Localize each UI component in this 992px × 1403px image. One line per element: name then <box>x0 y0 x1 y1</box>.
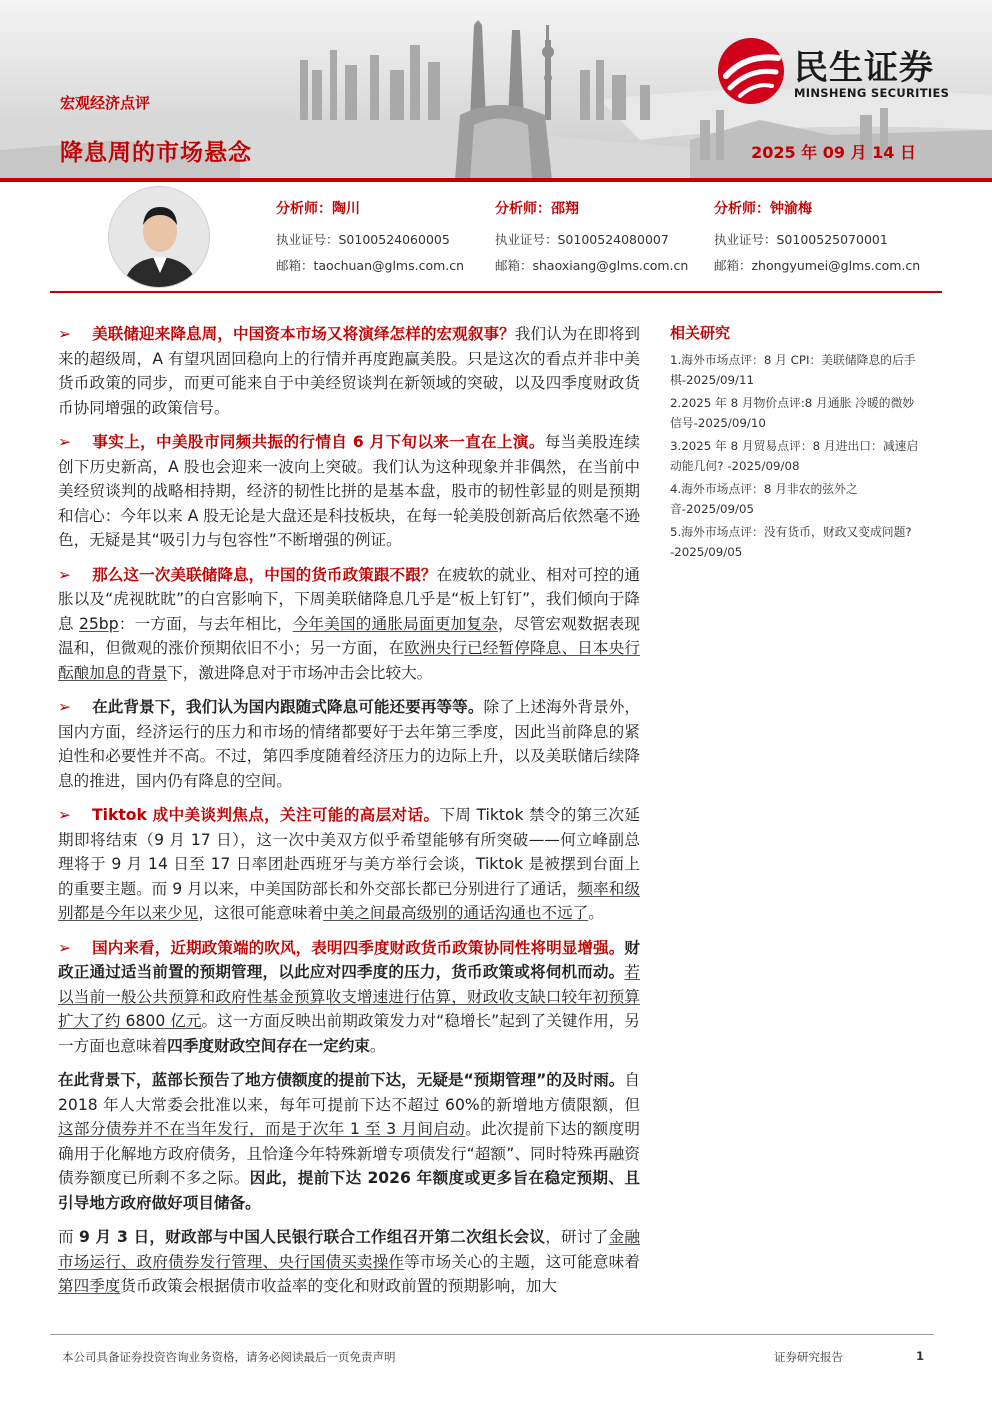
paragraph-text: 等市场关心的主题，这可能意味着 <box>404 1252 640 1271</box>
paragraph-heading: 国内来看，近期政策端的吹风，表明四季度财政货币政策协同性将明显增强。 <box>92 938 625 957</box>
paragraph-3 <box>58 563 640 686</box>
paragraph-7 <box>58 1068 640 1215</box>
related-research-item[interactable]: 2.2025 年 8 月物价点评:8 月通胀 冷暖的微妙信号-2025/09/10 <box>670 396 915 430</box>
paragraph-text: ，研讨了 <box>545 1228 609 1246</box>
paragraph-text: 。此次提前下达的额度明确用于化解地方政府债务，且恰逢今年特殊新增专项债发行“超额”、同时特殊再融资债券额度已所剩不多之际。 <box>58 1120 640 1187</box>
paragraph-heading: Tiktok 成中美谈判焦点，关注可能的高层对话。 <box>92 806 440 824</box>
analyst-cert: 执业证号：S0100524060005 <box>276 232 450 247</box>
related-research-item[interactable]: 4.海外市场点评：8 月非农的弦外之音-2025/09/05 <box>670 482 858 516</box>
paragraph-1 <box>58 322 640 420</box>
footer-report-type: 证券研究报告 <box>774 1350 843 1364</box>
paragraph-heading: 事实上，中美股市同频共振的行情自 6 月下旬以来一直在上演。 <box>92 433 545 451</box>
bold-text: 因此，提前下达 2026 年额度或更多旨在稳定预期、且引导地方政府做好项目储备。 <box>58 1169 640 1212</box>
underlined-text: 频率和级别都是今年以来少见 <box>58 879 640 922</box>
paragraph-text: 货币政策会根据债市收益率的变化和财政前置的预期影响，加大 <box>120 1277 558 1295</box>
document-type: 宏观经济点评 <box>60 94 151 112</box>
analyst-email[interactable]: 邮箱：taochuan@glms.com.cn <box>276 258 465 273</box>
header-divider <box>50 291 942 293</box>
paragraph-text: 。 <box>588 904 604 922</box>
paragraph-text: 而 <box>58 1228 80 1246</box>
paragraph-heading: 美联储迎来降息周，中国资本市场又将演绎怎样的宏观叙事？ <box>92 325 515 343</box>
analyst-email[interactable]: 邮箱：shaoxiang@glms.com.cn <box>495 258 689 273</box>
company-logo <box>716 36 966 106</box>
analyst-cert: 执业证号：S0100524080007 <box>495 232 669 247</box>
paragraph-text: 在疲软的就业、相对可控的通胀以及“虎视眈眈”的白宫影响下，下周美联储降息几乎是“板上钉钉”，我们倾向于降息 <box>58 565 640 633</box>
bullet-arrow-icon: ➢ <box>58 433 72 451</box>
analyst-card-3 <box>714 198 974 274</box>
paragraph-text: 我们认为在即将到来的超级周，A 有望巩固回稳向上的行情并再度跑赢美股。只是这次的看点并非中美货币政策的同步，而更可能来自于中美经贸谈判在新领域的突破，以及四季度财政货币协同增强的政策信号。 <box>58 325 640 417</box>
footer-disclaimer: 本公司具备证券投资咨询业务资格，请务必阅读最后一页免责声明 <box>62 1350 396 1364</box>
banner-divider <box>0 178 992 182</box>
paragraph-text: 每当美股连续创下历史新高，A 股也会迎来一波向上突破。我们认为这种现象并非偶然，在当前中美经贸谈判的战略相持期，经济的韧性比拼的是基本盘，股市的韧性彰显的则是预期和信心：今年以来 A 股无论是大盘还是科技板块，在每一轮美股创新高后依然毫不逊色，无疑是其“吸引力与包容性”不断增强的例证。 <box>58 433 640 549</box>
report-title: 降息周的市场悬念 <box>60 140 252 166</box>
underlined-text: 这部分债券并不在当年发行，而是于次年 1 至 3 月间启动 <box>58 1120 466 1138</box>
bullet-arrow-icon: ➢ <box>58 565 72 584</box>
paragraph-text: 下周 Tiktok 禁令的第三次延期即将结束（9 月 17 日），这一次中美双方似乎希望能够有所突破——何立峰副总理将于 9 月 14 日至 17 日率团赴西班牙与美方举行会谈，Tiktok 是被摆到台面上的重要主题。而 9 月以来，中美国防部长和外交部长都已分别进行了通话， <box>58 806 640 898</box>
related-research-sidebar <box>670 322 920 566</box>
related-research-item[interactable]: 1.海外市场点评：8 月 CPI：美联储降息的后手棋-2025/09/11 <box>670 353 916 387</box>
analyst-email[interactable]: 邮箱：zhongyumei@glms.com.cn <box>714 258 921 273</box>
paragraph-text: 。这一方面反映出前期政策发力对“稳增长”起到了关键作用，另一方面也意味着 <box>58 1012 640 1055</box>
analyst-cert: 执业证号：S0100525070001 <box>714 232 888 247</box>
footer-divider <box>50 1334 934 1335</box>
related-research-item[interactable]: 3.2025 年 8 月贸易点评：8 月进出口：减速启动能几何? -2025/09/08 <box>670 439 919 473</box>
report-body <box>58 322 640 1309</box>
logo-chinese-name: 民生证券 <box>794 48 934 88</box>
paragraph-heading: 在此背景下，我们认为国内跟随式降息可能还要再等等。 <box>92 698 484 716</box>
paragraph-8 <box>58 1225 640 1299</box>
paragraph-4 <box>58 695 640 793</box>
bullet-arrow-icon: ➢ <box>58 806 72 824</box>
paragraph-text: 。 <box>369 1036 386 1055</box>
bullet-arrow-icon: ➢ <box>58 938 72 957</box>
underlined-text: 25bp <box>78 614 119 633</box>
logo-english-name: MINSHENG SECURITIES <box>794 86 950 100</box>
paragraph-text: ：一方面，与去年相比， <box>118 614 293 633</box>
report-date: 2025 年 09 月 14 日 <box>751 143 916 162</box>
paragraph-5 <box>58 803 640 926</box>
header-banner <box>0 0 992 180</box>
analyst-avatar <box>108 186 210 288</box>
page-number: 1 <box>916 1349 925 1363</box>
underlined-text: 欧洲央行已经暂停降息、日本央行酝酿加息的背景 <box>58 639 640 682</box>
bold-text: 在此背景下，蓝部长预告了地方债额度的提前下达，无疑是“预期管理”的及时雨。 <box>58 1071 625 1089</box>
paragraph-text: 除了上述海外背景外，国内方面，经济运行的压力和市场的情绪都要好于去年第三季度，因此当前降息的紧迫性和必要性并不高。不过，第四季度随着经济压力的边际上升，以及美联储后续降息的推进，国内仍有降息的空间。 <box>58 698 640 790</box>
analyst-name: 分析师：陶川 <box>276 201 360 217</box>
underlined-text: 若以当前一般公共预算和政府性基金预算收支增速进行估算，财政收支缺口较年初预算扩大了约 6800 亿元 <box>58 963 640 1030</box>
bullet-arrow-icon: ➢ <box>58 325 72 343</box>
underlined-text: 金融市场运行、政府债券发行管理、央行国债买卖操作 <box>58 1228 640 1271</box>
person-photo-icon <box>109 187 210 288</box>
analyst-name: 分析师：邵翔 <box>495 201 579 217</box>
bullet-arrow-icon: ➢ <box>58 698 72 716</box>
paragraph-6 <box>58 936 640 1059</box>
paragraph-text: ，这很可能意味着 <box>198 904 324 922</box>
underlined-text: 中美之间最高级别的通话沟通也不远了 <box>323 904 589 922</box>
analyst-name: 分析师：钟渝梅 <box>714 201 812 217</box>
paragraph-2 <box>58 430 640 553</box>
paragraph-text: ，尽管宏观数据表现温和，但微观的涨价预期依旧不小；另一方面，在 <box>58 614 640 657</box>
bold-text: 财政正通过适当前置的预期管理，以此应对四季度的压力，货币政策或将伺机而动。 <box>58 938 640 981</box>
related-research-item[interactable]: 5.海外市场点评：没有货币，财政又变成问题? -2025/09/05 <box>670 525 912 559</box>
paragraph-heading: 那么这一次美联储降息，中国的货币政策跟不跟？ <box>92 565 437 584</box>
minsheng-logo-icon <box>716 36 786 106</box>
paragraph-text: 自 2018 年人大常委会批准以来，每年可提前下达不超过 60%的新增地方债限额，但 <box>58 1071 640 1114</box>
paragraph-text: 下，激进降息对于市场冲击会比较大。 <box>167 663 433 682</box>
bold-text: 9 月 3 日，财政部与中国人民银行联合工作组召开第二次组长会议 <box>79 1228 546 1246</box>
bold-text: 四季度财政空间存在一定约束 <box>167 1036 370 1055</box>
sidebar-title: 相关研究 <box>670 324 731 342</box>
underlined-text: 第四季度 <box>58 1277 121 1295</box>
underlined-text: 今年美国的通胀局面更加复杂 <box>292 614 498 633</box>
